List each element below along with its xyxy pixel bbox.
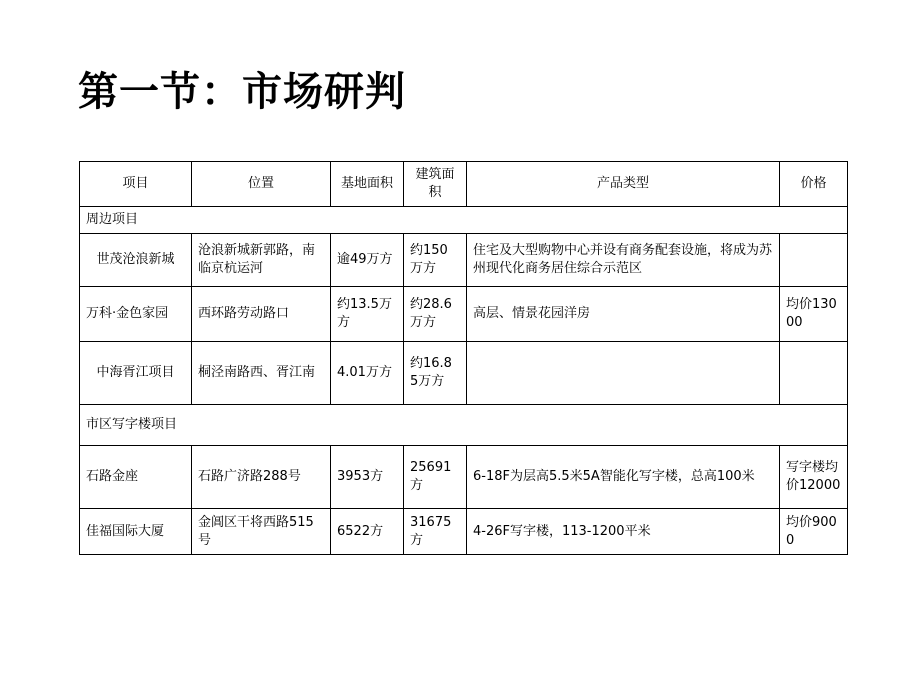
section-row [80, 405, 848, 446]
cell-location: 金阊区干将西路515号 [192, 509, 331, 555]
cell-product-type [467, 342, 780, 405]
table-row [80, 509, 848, 555]
cell-price [780, 342, 848, 405]
cell-location: 桐泾南路西、胥江南 [192, 342, 331, 405]
cell-price [780, 234, 848, 287]
page-title: 第一节：市场研判 [78, 69, 406, 115]
cell-project: 世茂沧浪新城 [80, 234, 192, 287]
header-product-type: 产品类型 [467, 162, 780, 207]
cell-project: 佳福国际大厦 [80, 509, 192, 555]
cell-location: 沧浪新城新郭路，南临京杭运河 [192, 234, 331, 287]
cell-build-area: 31675方 [404, 509, 467, 555]
cell-project: 万科·金色家园 [80, 287, 192, 342]
cell-product-type: 高层、情景花园洋房 [467, 287, 780, 342]
cell-build-area: 25691方 [404, 446, 467, 509]
header-project: 项目 [80, 162, 192, 207]
header-price: 价格 [780, 162, 848, 207]
section-label: 周边项目 [80, 207, 848, 234]
cell-build-area: 约16.85万方 [404, 342, 467, 405]
header-land-area: 基地面积 [331, 162, 404, 207]
table-row [80, 446, 848, 509]
cell-land-area: 逾49万方 [331, 234, 404, 287]
cell-build-area: 约28.6万方 [404, 287, 467, 342]
cell-build-area: 约150万方 [404, 234, 467, 287]
cell-project: 石路金座 [80, 446, 192, 509]
table-header-row [80, 162, 848, 207]
section-row [80, 207, 848, 234]
cell-location: 石路广济路288号 [192, 446, 331, 509]
cell-product-type: 4-26F写字楼，113-1200平米 [467, 509, 780, 555]
cell-location: 西环路劳动路口 [192, 287, 331, 342]
cell-project: 中海胥江项目 [80, 342, 192, 405]
cell-product-type: 住宅及大型购物中心并设有商务配套设施，将成为苏州现代化商务居住综合示范区 [467, 234, 780, 287]
cell-land-area: 约13.5万方 [331, 287, 404, 342]
cell-land-area: 3953方 [331, 446, 404, 509]
table-row [80, 287, 848, 342]
cell-price: 均价13000 [780, 287, 848, 342]
section-label: 市区写字楼项目 [80, 405, 848, 446]
table-row [80, 234, 848, 287]
market-research-table [79, 161, 848, 555]
cell-land-area: 6522方 [331, 509, 404, 555]
table-row [80, 342, 848, 405]
cell-land-area: 4.01万方 [331, 342, 404, 405]
cell-product-type: 6-18F为层高5.5米5A智能化写字楼，总高100米 [467, 446, 780, 509]
header-build-area: 建筑面积 [404, 162, 467, 207]
cell-price: 均价9000 [780, 509, 848, 555]
header-location: 位置 [192, 162, 331, 207]
cell-price: 写字楼均价12000 [780, 446, 848, 509]
